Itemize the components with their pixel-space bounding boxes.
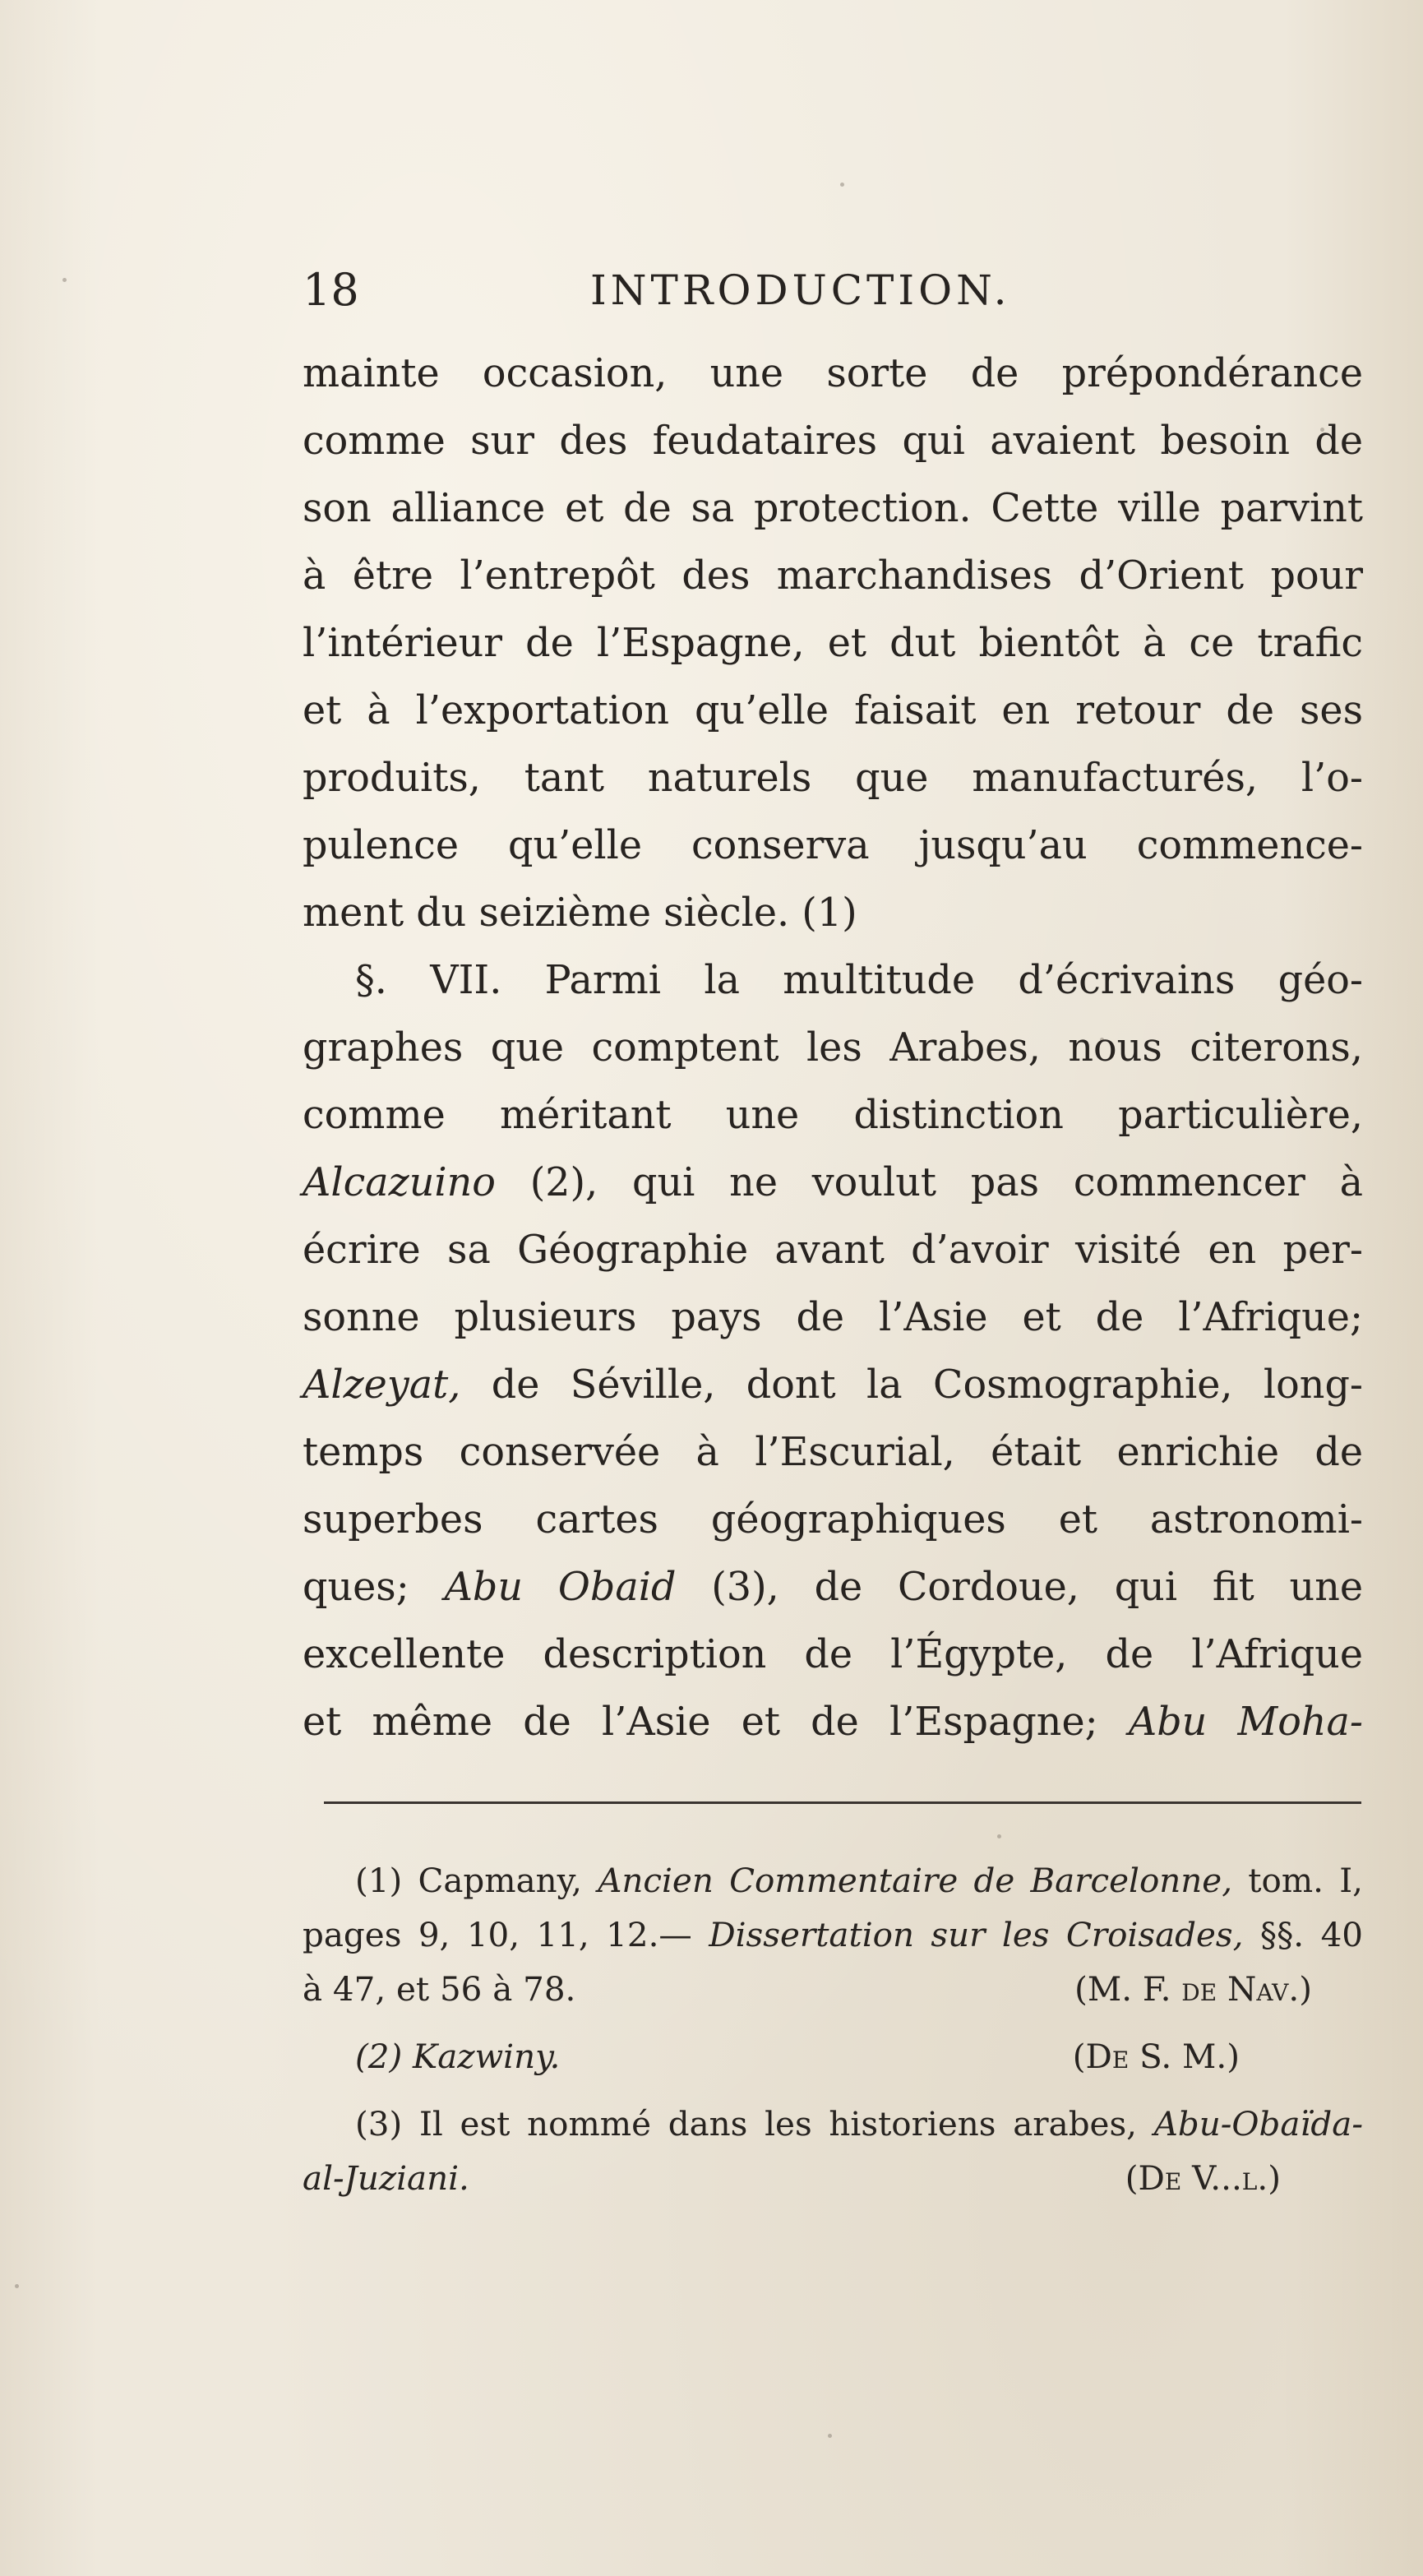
footnote-3-line	[303, 2151, 1363, 2205]
text-line: mainte occasion, une sorte de prépondérance	[303, 351, 1363, 396]
line-text: ques;	[303, 1565, 445, 1610]
author-name: Abu Moha-	[1128, 1700, 1363, 1745]
footnote-2-line	[303, 2029, 1363, 2083]
footnote-text: tom. I,	[1232, 1861, 1363, 1900]
line-text: (3), de Cordoue, qui fit une	[676, 1565, 1364, 1610]
footnote-3-line	[303, 2097, 1363, 2151]
footnote-text: pages 9, 10, 11, 12.—	[303, 1915, 709, 1954]
text-line: pulence qu’elle conserva jusqu’au commence-	[303, 823, 1363, 868]
footnote-title: Dissertation sur les Croisades,	[709, 1915, 1244, 1954]
page-number: 18	[303, 264, 359, 316]
footnote-attribution: (De S. M.)	[1072, 2037, 1240, 2076]
text-line: et à l’exportation qu’elle faisait en retour de ses	[303, 688, 1363, 733]
text-line: graphes que comptent les Arabes, nous citerons,	[303, 1025, 1363, 1071]
text-line: superbes cartes géographiques et astronomi-	[303, 1497, 1363, 1542]
text-line	[303, 1149, 1363, 1217]
text-line: temps conservée à l’Escurial, était enrichie de	[303, 1430, 1363, 1475]
text-line: comme méritant une distinction particulière,	[303, 1093, 1363, 1138]
footnote-title: Ancien Commentaire de Barcelonne,	[598, 1861, 1233, 1900]
text-line: §. VII. Parmi la multitude d’écrivains géo-	[355, 958, 1363, 1003]
text-line: l’intérieur de l’Espagne, et dut bientôt à ce trafic	[303, 621, 1363, 666]
text-line: excellente description de l’Égypte, de l’Afrique	[303, 1632, 1363, 1677]
author-name: Alcazuino	[303, 1160, 496, 1205]
author-name: Alzeyat,	[303, 1362, 461, 1408]
footnote-title: al-Juziani.	[303, 2158, 469, 2198]
footnote-attribution: (M. F. de Nav.)	[1074, 1969, 1312, 2009]
footnote-1-line	[303, 1853, 1363, 1908]
footnote-text: à 47, et 56 à 78.	[303, 1969, 576, 2009]
line-text: de Séville, dont la Cosmographie, long-	[460, 1362, 1363, 1408]
author-name: Abu Obaid	[444, 1565, 677, 1610]
footnote-1-line	[303, 1962, 1363, 2016]
text-line: écrire sa Géographie avant d’avoir visité en per-	[303, 1228, 1363, 1273]
line-text: (2), qui ne voulut pas commencer à	[495, 1160, 1363, 1205]
footnote-text: (2) Kazwiny.	[355, 2037, 561, 2076]
footnote-attribution: (De V...l.)	[1125, 2158, 1281, 2198]
line-text: et même de l’Asie et de l’Espagne;	[303, 1700, 1129, 1745]
footnote-divider	[324, 1801, 1361, 1804]
footnote-title: Abu-Obaïda-	[1153, 2104, 1363, 2144]
text-line: comme sur des feudataires qui avaient besoin de	[303, 419, 1363, 464]
text-line	[303, 1352, 1363, 1419]
text-line: sonne plusieurs pays de l’Asie et de l’Afrique;	[303, 1295, 1363, 1340]
running-title: INTRODUCTION.	[590, 266, 1011, 314]
footnote-1-line	[303, 1908, 1363, 1962]
footnote-text: §§. 40	[1243, 1915, 1363, 1954]
footnote-text: (1) Capmany,	[355, 1861, 598, 1900]
body-text	[303, 340, 1363, 1756]
text-line: produits, tant naturels que manufacturés, l’o-	[303, 756, 1363, 801]
text-line: ment du seizième siècle. (1)	[303, 890, 857, 936]
footnote-text: (3) Il est nommé dans les historiens arabes,	[355, 2104, 1154, 2144]
footnotes	[303, 1853, 1363, 2205]
text-line	[303, 1554, 1363, 1621]
text-line: son alliance et de sa protection. Cette ville parvint	[303, 486, 1363, 531]
text-line	[303, 1689, 1363, 1756]
text-line: à être l’entrepôt des marchandises d’Orient pour	[303, 553, 1363, 599]
running-head	[303, 261, 1363, 319]
